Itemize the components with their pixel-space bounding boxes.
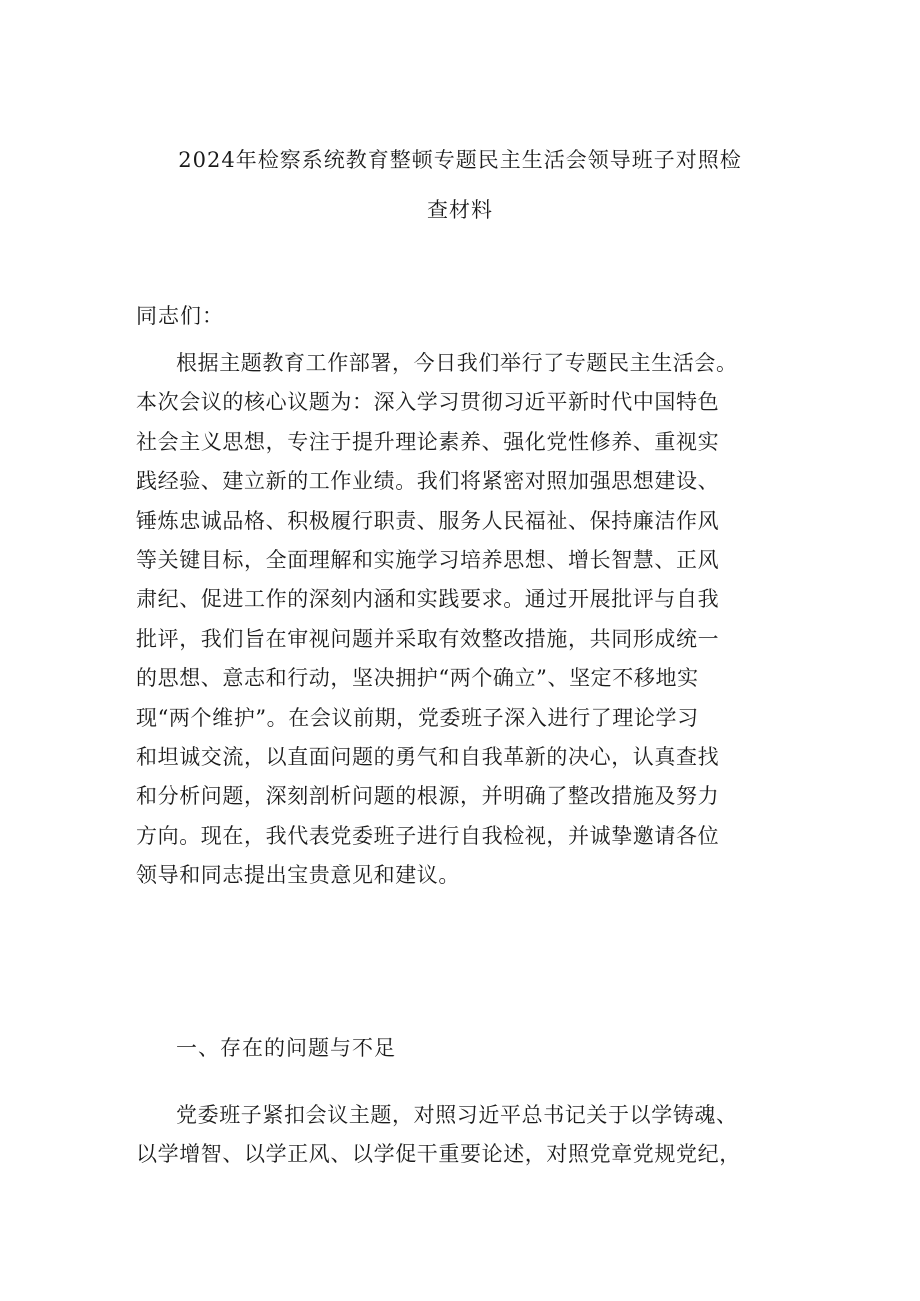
paragraph-line: 和分析问题，深刻剖析问题的根源，并明确了整改措施及努力	[136, 784, 720, 809]
paragraph-line: 肃纪、促进工作的深刻内涵和实践要求。通过开展批评与自我	[136, 587, 720, 612]
paragraph-line: 根据主题教育工作部署，今日我们举行了专题民主生活会。	[176, 351, 738, 375]
document-title-line-1: 2024年检察系统教育整顿专题民主生活会领导班子对照检	[178, 148, 742, 172]
paragraph-intro	[136, 344, 738, 895]
paragraph-line: 现“两个维护”。在会议前期，党委班子深入进行了理论学习	[136, 705, 699, 730]
paragraph-line: 锤炼忠诚品格、积极履行职责、服务人民福祉、保持廉洁作风	[136, 508, 720, 533]
paragraph-line: 方向。现在，我代表党委班子进行自我检视，并诚挚邀请各位	[136, 823, 720, 848]
paragraph-line: 和坦诚交流，以直面问题的勇气和自我革新的决心，认真查找	[136, 744, 720, 769]
paragraph-line: 以学增智、以学正风、以学促干重要论述，对照党章党规党纪，	[136, 1142, 741, 1167]
greeting: 同志们：	[136, 304, 224, 328]
paragraph-line: 批评，我们旨在审视问题并采取有效整改措施，共同形成统一	[136, 626, 720, 651]
paragraph-line: 党委班子紧扣会议主题，对照习近平总书记关于以学铸魂、	[176, 1103, 738, 1127]
paragraph-line: 践经验、建立新的工作业绩。我们将紧密对照加强思想建设、	[136, 469, 720, 494]
paragraph-line: 领导和同志提出宝贵意见和建议。	[136, 863, 460, 888]
paragraph-line: 的思想、意志和行动，坚决拥护“两个确立”、坚定不移地实	[136, 666, 699, 691]
section-heading: 一、存在的问题与不足	[176, 1036, 396, 1060]
paragraph-line: 等关键目标，全面理解和实施学习培养思想、增长智慧、正风	[136, 547, 720, 572]
document-title-line-2: 查材料	[427, 198, 493, 222]
paragraph-problems	[136, 1096, 741, 1175]
paragraph-line: 社会主义思想，专注于提升理论素养、强化党性修养、重视实	[136, 429, 720, 454]
paragraph-line: 本次会议的核心议题为：深入学习贯彻习近平新时代中国特色	[136, 390, 720, 415]
